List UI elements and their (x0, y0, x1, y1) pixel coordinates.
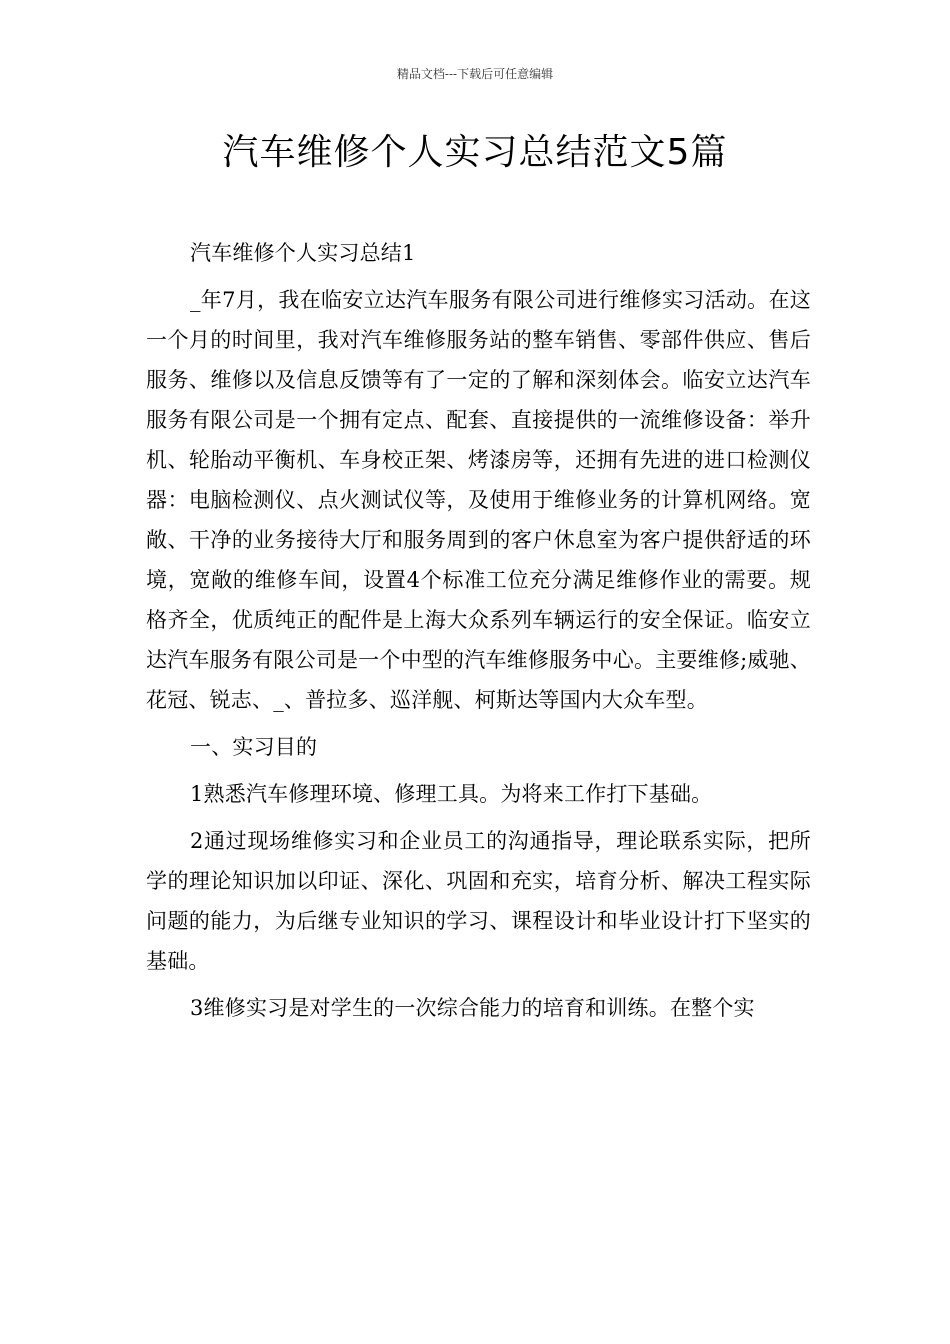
paragraph-intro: _年7月，我在临安立达汽车服务有限公司进行维修实习活动。在这一个月的时间里，我对汽车维修服务站的整车销售、零部件供应、售后服务、维修以及信息反馈等有了一定的了解和深刻体会。临安立达汽车服务有限公司是一个拥有定点、配套、直接提供的一流维修设备：举升机、轮胎动平衡机、车身校正架、烤漆房等，还拥有先进的进口检测仪器：电脑检测仪、点火测试仪等，及使用于维修业务的计算机网络。宽敞、干净的业务接待大厅和服务周到的客户休息室为客户提供舒适的环境，宽敞的维修车间，设置4个标准工位充分满足维修作业的需要。规格齐全，优质纯正的配件是上海大众系列车辆运行的安全保证。临安立达汽车服务有限公司是一个中型的汽车维修服务中心。主要维修;威驰、花冠、锐志、_、普拉多、巡洋舰、柯斯达等国内大众车型。 (146, 288, 811, 712)
document-body (146, 233, 811, 1035)
paragraph-goal-3: 3维修实习是对学生的一次综合能力的培育和训练。在整个实 (190, 996, 755, 1020)
header-note: 精品文档---下载后可任意编辑 (396, 67, 554, 81)
heading-internship-goals: 一、实习目的 (190, 735, 318, 759)
document-title: 汽车维修个人实习总结范文5篇 (222, 132, 728, 173)
section-title: 汽车维修个人实习总结1 (190, 241, 416, 265)
paragraph-goal-2: 2通过现场维修实习和企业员工的沟通指导，理论联系实际，把所学的理论知识加以印证、深化、巩固和充实，培育分析、解决工程实际问题的能力，为后继专业知识的学习、课程设计和毕业设计打下坚实的基础。 (146, 829, 811, 973)
paragraph-goal-1: 1熟悉汽车修理环境、修理工具。为将来工作打下基础。 (190, 782, 713, 806)
